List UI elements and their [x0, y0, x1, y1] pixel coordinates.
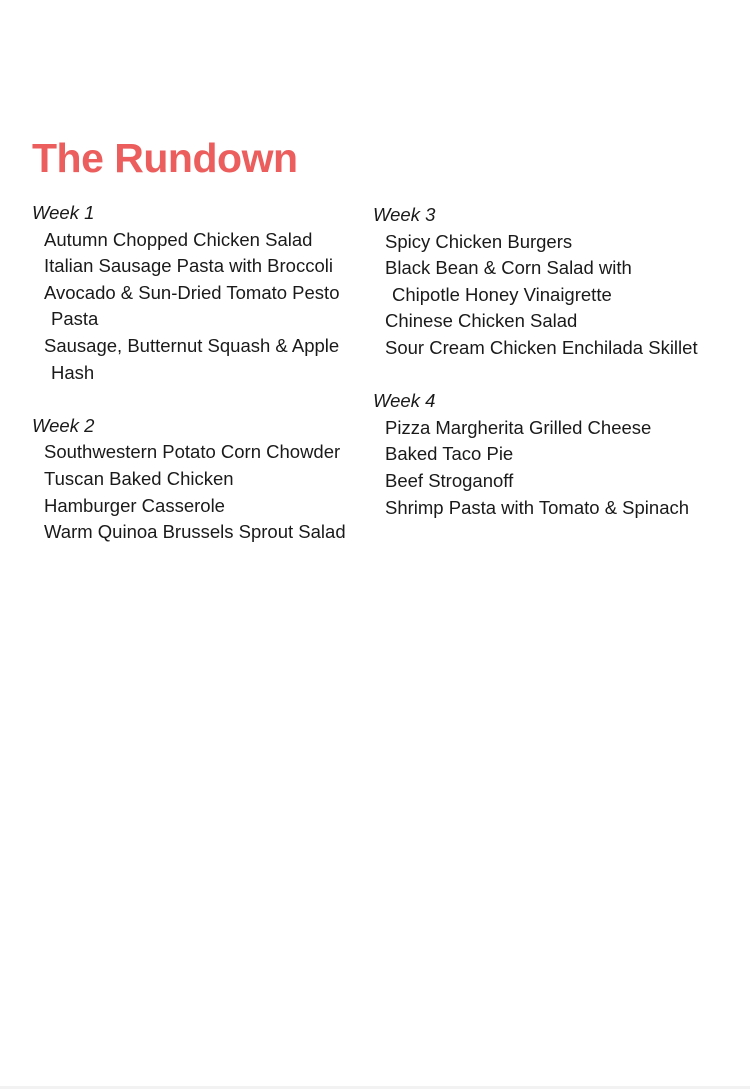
week-1-label: Week 1: [32, 202, 95, 223]
week-4-label: Week 4: [373, 390, 436, 412]
meal-item: Sausage, Butternut Squash & Apple Hash: [44, 334, 340, 383]
week-2-section: [32, 413, 362, 546]
meal-item: Warm Quinoa Brussels Sprout Salad: [44, 521, 346, 543]
meal-item: Avocado & Sun-Dried Tomato Pesto Pasta: [44, 281, 340, 330]
meal-item: Hamburger Casserole: [44, 494, 225, 516]
meal-item: Chinese Chicken Salad: [385, 310, 578, 332]
meal-item: Autumn Chopped Chicken Salad: [44, 228, 313, 250]
meal-item: Beef Stroganoff: [385, 469, 514, 491]
meal-item: Spicy Chicken Burgers: [385, 230, 573, 252]
right-column: [373, 202, 743, 548]
meal-item: Shrimp Pasta with Tomato & Spinach: [385, 496, 690, 518]
week-4-section: [373, 388, 743, 521]
meal-item: Sour Cream Chicken Enchilada Skillet: [385, 336, 698, 358]
week-3-label: Week 3: [373, 204, 436, 225]
week-1-section: [32, 200, 362, 386]
left-column: [32, 200, 362, 572]
meal-item: Pizza Margherita Grilled Cheese: [385, 416, 652, 438]
meal-item: Italian Sausage Pasta with Broccoli: [44, 255, 333, 277]
week-3-section: [373, 202, 743, 362]
meal-item: Black Bean & Corn Salad with Chipotle Honey Vinaigrette: [385, 257, 632, 305]
meal-item: Tuscan Baked Chicken: [44, 467, 234, 489]
meal-item: Baked Taco Pie: [385, 443, 514, 465]
week-2-label: Week 2: [32, 414, 95, 436]
page-title: The Rundown: [32, 135, 298, 181]
meal-item: Southwestern Potato Corn Chowder: [44, 441, 341, 463]
